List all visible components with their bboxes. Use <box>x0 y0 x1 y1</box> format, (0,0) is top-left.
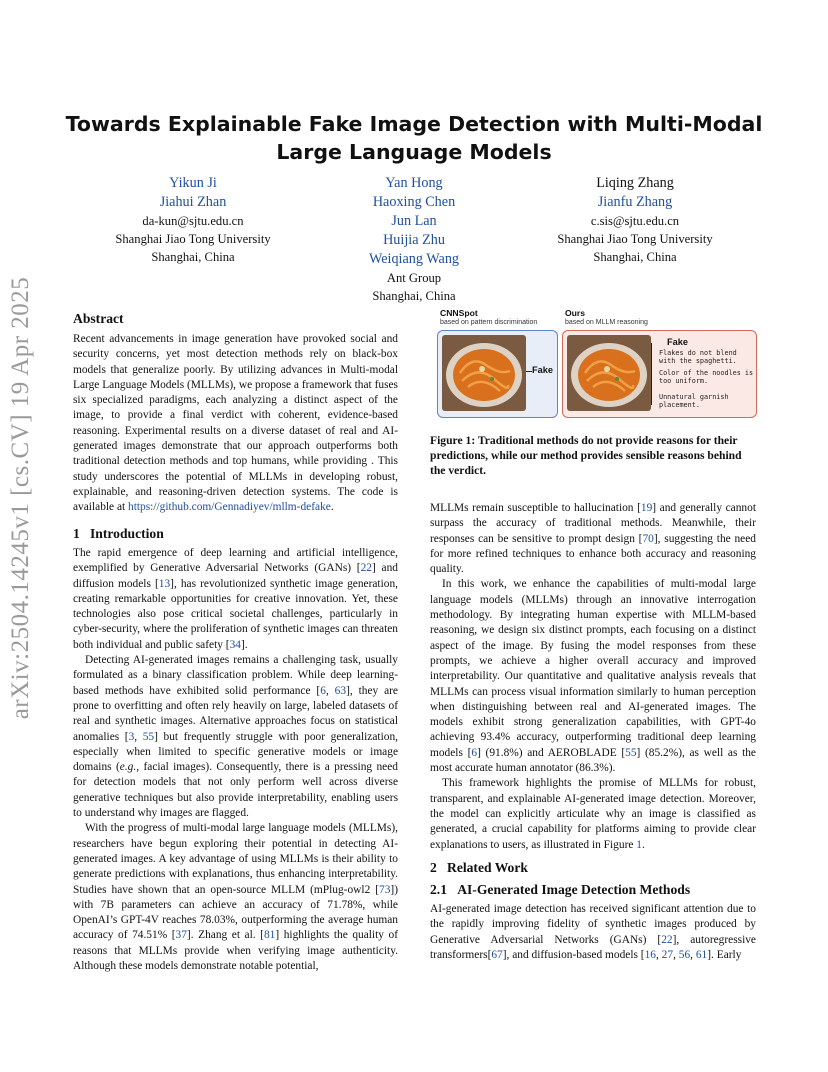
author-name[interactable]: Yan Hong <box>385 175 443 191</box>
reason-bracket <box>651 343 658 405</box>
author-name[interactable]: Weiqiang Wang <box>368 251 460 267</box>
cnnspot-verdict: Fake <box>532 365 553 375</box>
subsection-title: AI-Generated Image Detection Methods <box>457 882 691 897</box>
author-affiliation: Ant Group <box>386 271 442 285</box>
figure-caption: Figure 1: Traditional methods do not provide reasons for their predictions, while our method provides sensible reasons behind the verdict. <box>430 434 742 477</box>
intro-body-right: MLLMs remain susceptible to hallucination [19] and generally cannot surpass the accuracy of traditional methods. Meanwhile, their responses can be sensitive to prompt design [70], suggesting the need for more refined techniques to enhance both accuracy and reasoning quality. In this work, we enhance the capabilities of multi-modal large language models (MLLMs) through an innovative interrogation methodology. By integrating human expertise with MLLM-based reasoning, we design six distinct prompts, each focusing on a distinct aspect of the image. By fusing the model responses from these prompts, we achieve a higher overall accuracy and improved interpretability. Our quantitative and qualitative analysis reveals that MLLMs can process visual information similarly to human perception when distinguishing between real and AI-generated images. The models exhibit strong generalization capabilities, with GPT-4o achieving 93.4% accuracy, outperforming traditional deep learning models [6] (91.8%) and AEROBLADE [55] (85.2%), as well as the most accurate human annotator (86.3%). This framework highlights the promise of MLLMs for robust, transparent, and explainable AI-generated image detection. Moreover, the model can explicitly articulate why an image is classified as generated, a crucial capability for platforms aiming to provide clear explanations to users, as illustrated in Figure 1. <box>430 502 756 851</box>
figure-1 <box>437 308 757 420</box>
ours-panel <box>562 330 757 418</box>
ours-sublabel: based on MLLM reasoning <box>565 319 648 326</box>
title-line-1: Towards Explainable Fake Image Detection with Multi-Modal <box>65 112 763 136</box>
section-1-heading <box>73 526 164 542</box>
author-name[interactable]: Jun Lan <box>391 213 437 229</box>
author-affiliation: Shanghai Jiao Tong University <box>115 232 271 246</box>
section-title: Introduction <box>90 526 164 541</box>
reason-text: Flakes do not blend with the spaghetti. <box>659 349 737 365</box>
section-number: 1 <box>73 526 80 541</box>
cnnspot-panel <box>437 330 558 418</box>
author-email: da-kun@sjtu.edu.cn <box>142 214 244 228</box>
author-name[interactable]: Haoxing Chen <box>372 194 456 210</box>
author-affiliation: Shanghai Jiao Tong University <box>557 232 713 246</box>
section-2-heading <box>430 860 528 876</box>
code-link[interactable]: https://github.com/Gennadiyev/mllm-defake <box>128 501 331 514</box>
abstract-heading: Abstract <box>73 311 124 326</box>
author-name[interactable]: Jiahui Zhan <box>159 194 227 210</box>
reason-text: Unnatural garnish placement. <box>659 393 729 409</box>
author-name[interactable]: Huijia Zhu <box>383 232 445 248</box>
intro-body-left: The rapid emergence of deep learning and artificial intelligence, exemplified by Generative Adversarial Networks (GANs) [22] and diffusion models [13], has revolutionized synthetic image generation, creating remarkable opportunities for creative innovation. Yet, these technologies also pose critical societal challenges, particularly in cyber-security, where the proliferation of synthetic images can threaten both individual and public safety [34]. Detecting AI-generated images remains a challenging task, usually formulated as a binary classification problem. While deep learning-based methods have exhibited solid performance [6, 63], they are prone to overfitting and often rely heavily on large, labeled datasets of real and synthetic images. Alternative approaches focus on statistical anomalies [3, 55] but frequently struggle with poor generalization, especially when limited to specific generative models or image domains (e.g., facial images). Consequently, there is a pressing need for detection models that not only perform well across diverse generative techniques but also provide interpretability, enabling users to understand why images are flagged. With the progress of multi-modal large language models (MLLMs), researchers have begun exploring their potential in detecting AI-generated images. A key advantage of using MLLMs is their ability to generate predictions with explanations, thus enhancing interpretability. Studies have shown that an open-source MLLM (mPlug-owl2 [73]) with 7B parameters can achieve an accuracy of 71.78%, while OpenAI’s GPT-4V reaches 78.03%, outperforming the average human accuracy of 74.51% [37]. Zhang et al. [81] highlights the quality of reasons that MLLMs provide when verifying image authenticity. Although these models demonstrate notable potential, <box>73 547 399 973</box>
arxiv-identifier: arXiv:2504.14245v1 [cs.CV] 19 Apr 2025 <box>7 276 34 720</box>
author-name[interactable]: Yikun Ji <box>169 175 217 191</box>
reason-text: Color of the noodles is too uniform. <box>659 369 754 385</box>
author-location: Shanghai, China <box>151 250 235 264</box>
spaghetti-image <box>567 335 651 411</box>
cnnspot-sublabel: based on pattern discrimination <box>440 319 538 326</box>
author-name: Liqing Zhang <box>596 175 674 191</box>
ours-verdict: Fake <box>667 337 688 347</box>
author-block-3 <box>524 174 746 266</box>
ours-label: Ours <box>565 308 586 318</box>
author-name[interactable]: Jianfu Zhang <box>597 194 673 210</box>
author-email: c.sis@sjtu.edu.cn <box>590 214 680 228</box>
section-number: 2 <box>430 860 437 875</box>
author-location: Shanghai, China <box>372 289 456 303</box>
abstract-end: . <box>330 501 334 514</box>
subsection-number: 2.1 <box>430 882 447 897</box>
author-block-2 <box>304 174 524 305</box>
author-location: Shanghai, China <box>593 250 677 264</box>
abstract-body <box>73 332 398 516</box>
abstract-text: Recent advancements in image generation have provoked social and security concerns, yet most detection methods rely on black-box models that generalize poorly. By utilizing advances in Multi-modal Large Language Models (MLLMs), we propose a framework that fuses six specialized paradigms, each analyzing a distinct aspect of the image, to provide a final verdict with coherent, evidence-based reasoning. Experimental results on a diverse dataset of real and AI-generated images demonstrate that our approach outperforms both traditional detection methods and top humans, while providing . This study underscores the potential of MLLMs in developing robust, explainable, and reasoning-driven detection systems. The code is available at <box>73 333 398 514</box>
author-block-1 <box>82 174 304 266</box>
section-title: Related Work <box>447 860 528 875</box>
subsection-2-1-heading <box>430 882 690 898</box>
related-body: AI-generated image detection has received significant attention due to the rapidly improving fidelity of synthetic images produced by Generative Adversarial Networks (GANs) [22], autoregressive transformers[67], and diffusion-based models [16, 27, 56, 61]. Early <box>430 903 756 961</box>
paper-title <box>60 110 768 166</box>
spaghetti-image <box>442 335 526 411</box>
cnnspot-label: CNNSpot <box>440 308 478 318</box>
title-line-2: Large Language Models <box>276 140 552 164</box>
